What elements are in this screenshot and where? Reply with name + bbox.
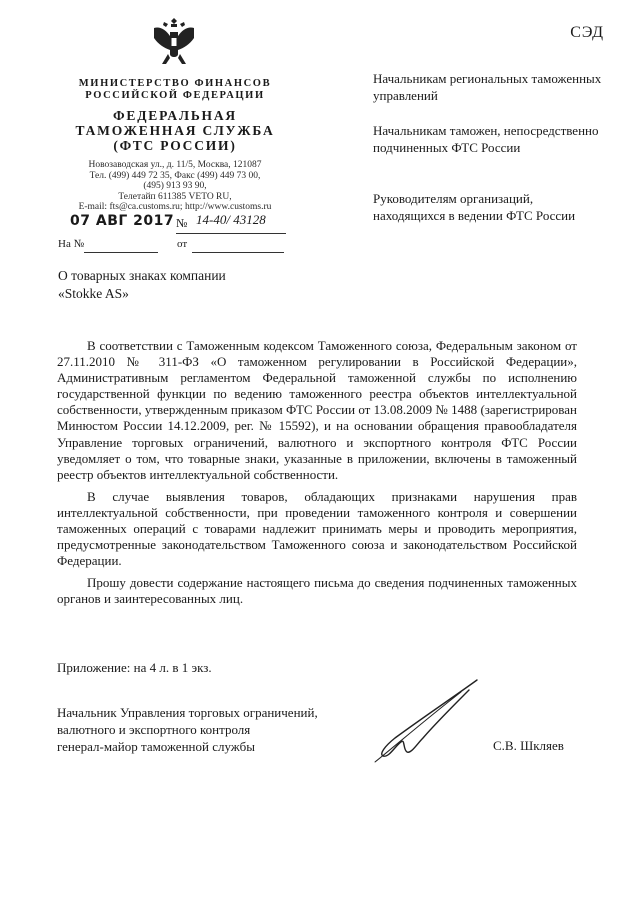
attachment-note: Приложение: на 4 л. в 1 экз. [57, 660, 212, 675]
reference-label: На № [58, 238, 85, 250]
registration-number-line [176, 233, 286, 234]
recipient-organizations: Руководителям организаций, находящихся в ведении ФТС России [373, 191, 576, 223]
body-paragraph: Прошу довести содержание настоящего письма до сведения подчиненных таможенных органов и заинтересованных лиц. [57, 575, 577, 607]
handwritten-signature [365, 676, 485, 766]
coat-of-arms-icon [150, 14, 198, 70]
recipient-customs: Начальникам таможен, непосредственно подчиненных ФТС России [373, 123, 599, 155]
service-name: ФЕДЕРАЛЬНАЯ ТАМОЖЕННАЯ СЛУЖБА (ФТС РОССИИ) [75, 108, 275, 153]
recipient-regional: Начальникам региональных таможенных управлений [373, 71, 602, 103]
contact-block: Новозаводская ул., д. 11/5, Москва, 121087 Тел. (499) 449 72 35, Факс (499) 449 73 00, (495) 913 93 90, Телетайп 611385 VETO RU, E-mail: fts@ca.customs.ru; http://www.customs.ru [78, 160, 272, 212]
registration-number: 14-40/ 43128 [196, 212, 266, 227]
reference-from-line [192, 252, 284, 253]
document-system-mark: СЭД [570, 24, 604, 41]
letter-subject: О товарных знаках компании «Stokke AS» [58, 268, 226, 301]
body-paragraph: В соответствии с Таможенным кодексом Таможенного союза, Федеральным законом от 27.11.2010 № 311-ФЗ «О таможенном регулировании в Российской Федерации», Административным регламентом Федеральной таможенной службы по исполнению государственной функции по ведению таможенного реестра объектов интеллектуальной собственности, утвержденным приказом ФТС России от 13.08.2009 № 1488 (зарегистрирован Минюстом России 14.12.2009, рег. № 15592), и на основании обращения правообладателя Управление торговых ограничений, валютного и экспортного контроля ФТС России уведомляет о том, что товарные знаки, указанные в приложении, включены в таможенный реестр объектов интеллектуальной собственности. [57, 338, 577, 482]
letter-body [57, 338, 577, 614]
registration-number-label: № [176, 216, 188, 230]
reference-line [84, 252, 158, 253]
ministry-name: МИНИСТЕРСТВО ФИНАНСОВ РОССИЙСКОЙ ФЕДЕРАЦИИ [78, 78, 272, 101]
registration-date: 07 АВГ 2017 [70, 213, 175, 229]
signatory-position: Начальник Управления торговых ограничений, валютного и экспортного контроля генерал-майор таможенной службы [57, 705, 318, 754]
signatory-name: С.В. Шкляев [493, 738, 564, 753]
body-paragraph: В случае выявления товаров, обладающих признаками нарушения прав интеллектуальной собственности, при проведении таможенного контроля и совершении таможенных операций с товарами надлежит принимать меры и проводить мероприятия, предусмотренные законодательством Таможенного союза и законодательством Российской Федерации. [57, 488, 577, 569]
reference-from-label: от [177, 238, 188, 250]
